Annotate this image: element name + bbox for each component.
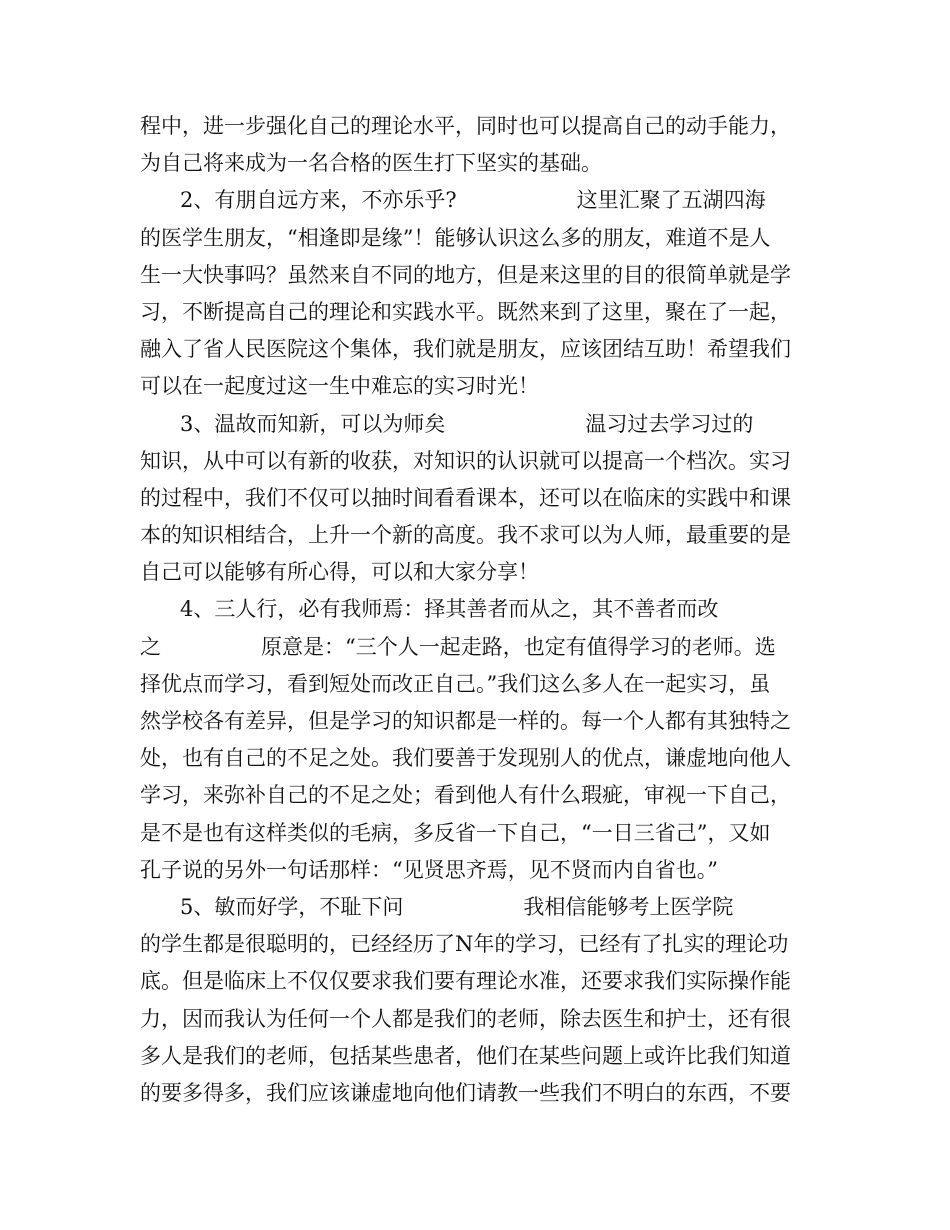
text-line: 多人是我们的老师，包括某些患者，他们在某些问题上或许比我们知道 [140,1043,791,1068]
text-line: 生一大快事吗？虽然来自不同的地方，但是来这里的目的很简单就是学 [140,262,791,287]
text-segment: 我相信能够考上医学院 [523,894,734,919]
text-segment: 这里汇聚了五湖四海 [576,188,766,213]
text-line: 融入了省人民医院这个集体，我们就是朋友，应该团结互助！希望我们 [140,337,791,362]
text-line [140,182,820,219]
text-line: 的过程中，我们不仅可以抽时间看看课本，还可以在临床的实践中和课 [140,485,791,510]
text-line [140,406,820,443]
text-line: 程中，进一步强化自己的理论水平，同时也可以提高自己的动手能力， [140,114,791,138]
text-segment: 之 [140,634,161,659]
text-segment: 原意是：“三个人一起走路，也定有值得学习的老师。选 [261,634,776,659]
item-heading: 5、敏而好学，不耻下问 [140,894,404,919]
text-line: 自己可以能够有所心得，可以和大家分享！ [140,560,539,585]
text-line: 学习，来弥补自己的不足之处；看到他人有什么瑕疵，审视一下自己， [140,783,791,808]
text-line: 知识，从中可以有新的收获，对知识的认识就可以提高一个档次。实习 [140,448,791,473]
text-line: 底。但是临床上不仅仅要求我们要有理论水准，还要求我们实际操作能 [140,969,791,994]
text-line: 本的知识相结合，上升一个新的高度。我不求可以为人师，最重要的是 [140,523,791,548]
text-line: 然学校各有差异，但是学习的知识都是一样的。每一个人都有其独特之 [140,709,791,733]
text-line: 的要多得多，我们应该谦虚地向他们请教一些我们不明白的东西，不要 [140,1080,791,1105]
text-line: 的医学生朋友，“相逢即是缘”！能够认识这么多的朋友，难道不是人 [140,225,771,250]
text-line: 习，不断提高自己的理论和实践水平。既然来到了这里，聚在了一起， [140,299,791,324]
text-line: 处，也有自己的不足之处。我们要善于发现别人的优点，谦虚地向他人 [140,746,791,771]
text-line [140,889,820,926]
text-line: 4、三人行，必有我师焉：择其善者而从之，其不善者而改 [140,597,719,622]
text-line: 择优点而学习，看到短处而改正自己。”我们这么多人在一起实习，虽 [140,671,771,696]
text-line [140,629,820,666]
text-line: 力，因而我认为任何一个人都是我们的老师，除去医生和护士，还有很 [140,1006,791,1031]
item-heading: 2、有朋自远方来，不亦乐乎? [140,188,457,213]
item-heading: 3、温故而知新，可以为师矣 [140,411,446,436]
body-text [140,108,820,1112]
text-line: 为自己将来成为一名合格的医生打下坚实的基础。 [140,151,602,176]
text-line: 孔子说的另外一句话那样：“见贤思齐焉，见不贤而内自省也。” [140,857,718,882]
text-line: 可以在一起度过这一生中难忘的实习时光！ [140,374,539,399]
text-line: 的学生都是很聪明的，已经经历了N年的学习，已经有了扎实的理论功 [140,932,789,957]
text-segment: 温习过去学习过的 [585,411,754,436]
text-line: 是不是也有这样类似的毛病，多反省一下自己，“一日三省己”，又如 [140,820,771,845]
